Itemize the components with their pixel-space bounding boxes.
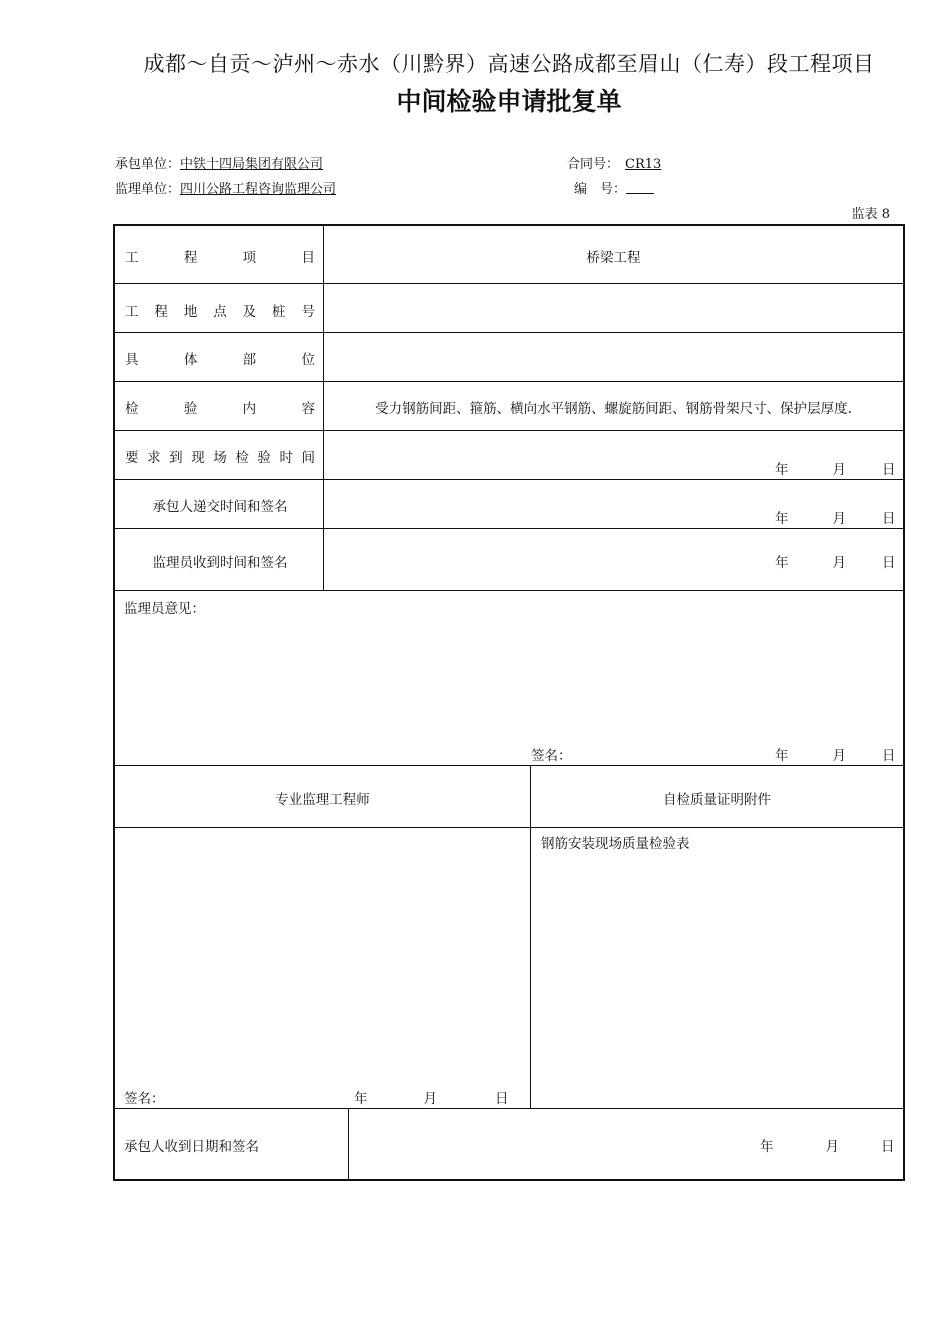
row-divider — [115, 1108, 903, 1109]
contract-no-line — [567, 153, 667, 172]
opinion-date — [775, 744, 896, 764]
engineer-sign-label: 签名： — [124, 1091, 165, 1107]
opinion-sign-label: 签名： — [531, 748, 572, 764]
receipt-label: 承包人收到日期和签名 — [124, 1139, 259, 1155]
year-label: 年 — [354, 1091, 368, 1107]
serial-no-blank — [626, 181, 654, 194]
row-divider — [115, 332, 903, 333]
day-label: 日 — [881, 1139, 895, 1155]
row-divider — [115, 765, 903, 766]
month-label: 月 — [825, 1139, 839, 1155]
contractor-value: 中铁十四局集团有限公司 — [180, 157, 324, 172]
row-divider — [115, 283, 903, 284]
year-label: 年 — [760, 1139, 774, 1155]
content-label: 检 验 内 容 — [125, 401, 315, 417]
content-value: 受力钢筋间距、箍筋、横向水平钢筋、螺旋筋间距、钢筋骨架尺寸、保护层厚度. — [375, 401, 852, 417]
serial-no-label: 编 号： — [574, 182, 627, 197]
col-divider — [348, 1108, 349, 1179]
location-label: 工 程 地 点 及 桩 号 — [125, 304, 315, 320]
contractor-label: 承包单位： — [115, 157, 181, 172]
col-divider — [530, 765, 531, 1108]
contract-no-value: CR13 — [625, 157, 662, 172]
receipt-date — [760, 1135, 895, 1155]
supervisor-label: 监理单位： — [115, 182, 181, 197]
day-label: 日 — [882, 462, 896, 478]
required-time-label: 要 求 到 现 场 检 验 时 间 — [125, 450, 315, 466]
submit-date — [775, 507, 896, 527]
project-title: 成都～自贡～泸州～赤水（川黔界）高速公路成都至眉山（仁寿）段工程项目 — [143, 52, 875, 76]
day-label: 日 — [882, 748, 896, 764]
year-label: 年 — [775, 748, 789, 764]
project-item-value: 桥梁工程 — [586, 250, 641, 266]
required-date — [775, 458, 896, 478]
month-label: 月 — [832, 511, 846, 527]
month-label: 月 — [832, 462, 846, 478]
form-code: 监表 8 — [851, 207, 890, 222]
month-label: 月 — [832, 748, 846, 764]
month-label: 月 — [423, 1091, 437, 1107]
attachment-value: 钢筋安装现场质量检验表 — [541, 836, 690, 852]
receive-time-label: 监理员收到时间和签名 — [152, 555, 288, 571]
contractor-line — [115, 153, 323, 172]
serial-no-line — [574, 178, 654, 197]
supervisor-line — [115, 178, 336, 197]
row-divider — [115, 827, 903, 828]
receive-date — [775, 551, 896, 571]
year-label: 年 — [775, 511, 789, 527]
attachment-label: 自检质量证明附件 — [663, 792, 771, 808]
opinion-label: 监理员意见： — [124, 601, 205, 617]
row-divider — [115, 479, 903, 480]
row-divider — [115, 430, 903, 431]
day-label: 日 — [495, 1091, 509, 1107]
day-label: 日 — [882, 555, 896, 571]
form-title: 中间检验申请批复单 — [396, 87, 622, 116]
row-divider — [115, 590, 903, 591]
project-item-label: 工 程 项 目 — [125, 250, 315, 266]
day-label: 日 — [882, 511, 896, 527]
position-label: 具 体 部 位 — [125, 352, 315, 368]
supervisor-value: 四川公路工程咨询监理公司 — [180, 182, 337, 197]
row-divider — [115, 381, 903, 382]
month-label: 月 — [832, 555, 846, 571]
row-divider — [115, 528, 903, 529]
year-label: 年 — [775, 555, 789, 571]
year-label: 年 — [775, 462, 789, 478]
form-table — [113, 224, 905, 1181]
engineer-date — [354, 1087, 509, 1107]
submit-time-label: 承包人递交时间和签名 — [152, 499, 288, 515]
contract-no-label: 合同号： — [567, 157, 620, 172]
engineer-label: 专业监理工程师 — [275, 792, 370, 808]
